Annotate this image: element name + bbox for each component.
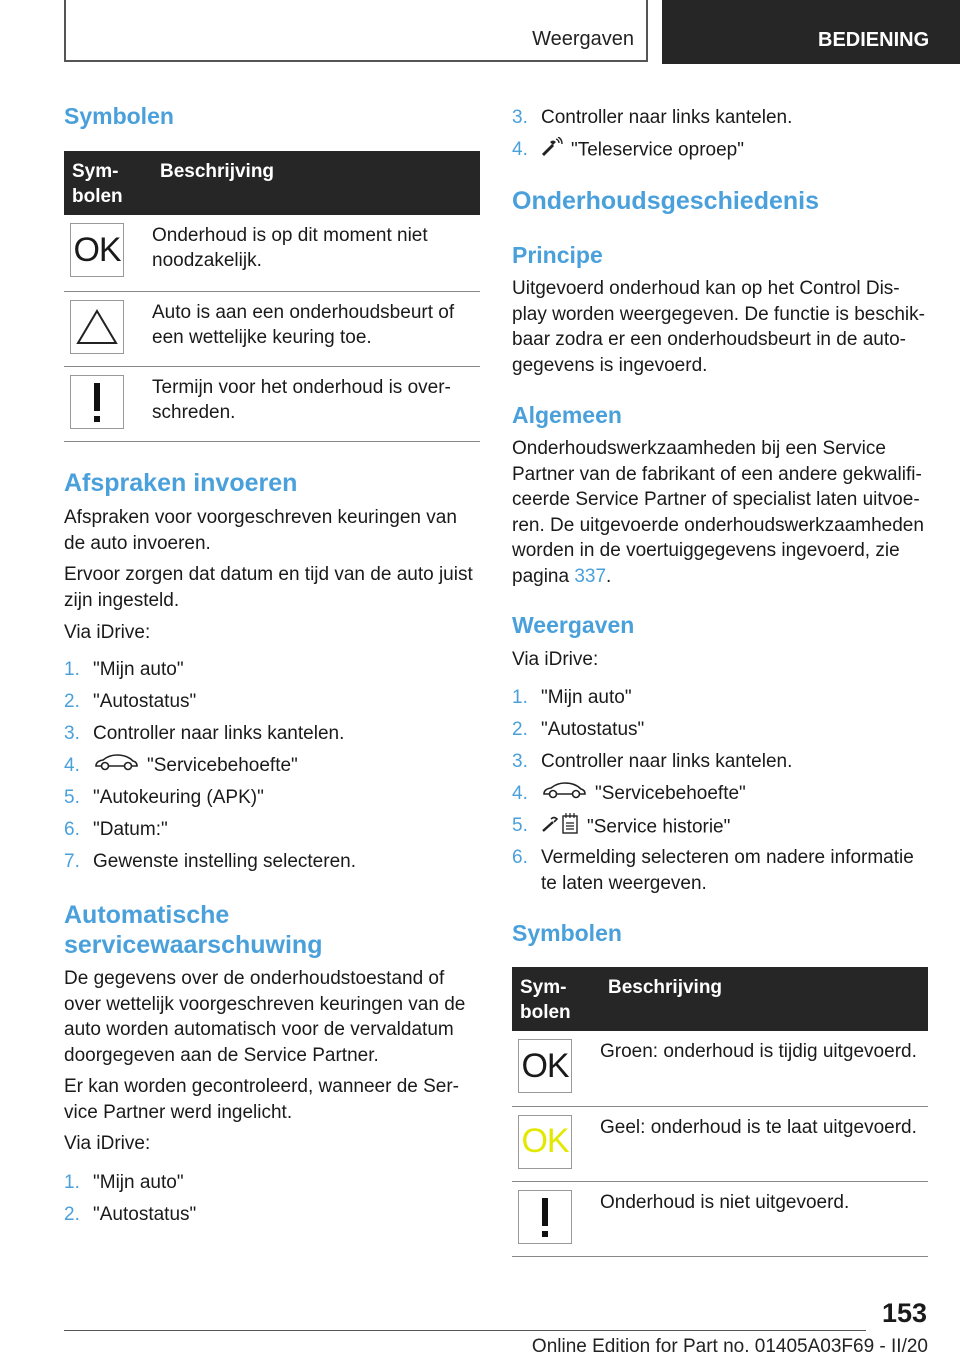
table-row-text: Termijn voor het onderhoud is over-schreden. — [152, 366, 480, 441]
col-symbols-header: Sym- bolen — [512, 967, 600, 1031]
table-row-text: Groen: onderhoud is tijdig uitgevoerd. — [600, 1031, 928, 1106]
exclamation-icon — [518, 1190, 572, 1244]
algemeen-paragraph: Onderhoudswerkzaamheden bij een Service Partner van de fabrikant of een andere gekwalifi-ceerde Service Partner of specialist laten uitvoe-ren. De uitgevoerde onderhoudswerkzaamheden worden in de voertuiggegevens ingevoerd, zie pagina 337. — [512, 438, 924, 587]
principe-paragraph: Uitgevoerd onderhoud kan op het Control Dis-play worden weergegeven. De functie is beschik-baar zodra er een onderhoudsbeurt in de auto-gegevens is ingevoerd. — [512, 278, 925, 376]
table-row-text: Onderhoud is niet uitgevoerd. — [600, 1181, 928, 1256]
auto-heading-line-2: servicewaarschuwing — [64, 931, 323, 959]
chapter-label: BEDIENING — [818, 29, 930, 51]
symbolen-heading-2: Symbolen — [512, 920, 622, 946]
footer-divider — [64, 1330, 866, 1331]
page-number: 153 — [881, 1298, 927, 1328]
ok-icon: OK — [518, 1039, 572, 1093]
ok-icon: OK — [70, 223, 124, 277]
symbols-table-1 — [64, 151, 480, 442]
algemeen-heading: Algemeen — [512, 402, 622, 428]
header-chapter-tab — [662, 0, 960, 64]
ok-yellow-icon: OK — [518, 1115, 572, 1169]
table-row-text: Onderhoud is op dit moment niet noodzakelijk. — [152, 215, 480, 291]
table-row-text: Geel: onderhoud is te laat uitgevoerd. — [600, 1106, 928, 1181]
warning-triangle-icon — [70, 300, 124, 354]
exclamation-icon — [70, 375, 124, 429]
geschiedenis-heading: Onderhoudsgeschiedenis — [512, 187, 820, 215]
col-symbols-header: Sym- bolen — [64, 151, 152, 215]
edition-note: Online Edition for Part no. 01405A03F69 - II/20 — [531, 1336, 928, 1357]
weergaven-via: Via iDrive: — [512, 649, 599, 670]
col-description-header: Beschrijving — [600, 967, 928, 1031]
table-row-text: Auto is aan een onderhoudsbeurt of een wettelijke keuring toe. — [152, 291, 480, 366]
weergaven-heading: Weergaven — [512, 612, 635, 638]
car-icon — [93, 753, 139, 778]
afspraken-paragraph-2: Ervoor zorgen dat datum en tijd van de auto juist zijn ingesteld. — [64, 564, 473, 611]
principe-heading: Principe — [512, 242, 603, 268]
teleservice-icon — [541, 137, 563, 164]
auto-paragraph-2: Er kan worden gecontroleerd, wanneer de Ser-vice Partner werd ingelicht. — [64, 1076, 460, 1123]
col-description-header: Beschrijving — [152, 151, 480, 215]
afspraken-heading: Afspraken invoeren — [64, 469, 298, 497]
symbols-table-2 — [512, 967, 928, 1257]
service-history-icon — [541, 813, 579, 842]
page-link[interactable]: 337 — [574, 565, 607, 587]
afspraken-via: Via iDrive: — [64, 622, 151, 643]
auto-via: Via iDrive: — [64, 1133, 151, 1154]
auto-heading-line-1: Automatische — [64, 901, 230, 929]
symbolen-heading: Symbolen — [64, 103, 174, 129]
header-section-title: Weergaven — [532, 28, 634, 50]
afspraken-paragraph-1: Afspraken voor voorgeschreven keuringen van de auto invoeren. — [64, 507, 457, 554]
car-icon — [541, 781, 587, 806]
auto-paragraph-1: De gegevens over de onderhoudstoestand of over wettelijk voorgeschreven keuringen van de auto worden automatisch voor de vervaldatum doorgegeven aan de Service Partner. — [64, 968, 466, 1066]
